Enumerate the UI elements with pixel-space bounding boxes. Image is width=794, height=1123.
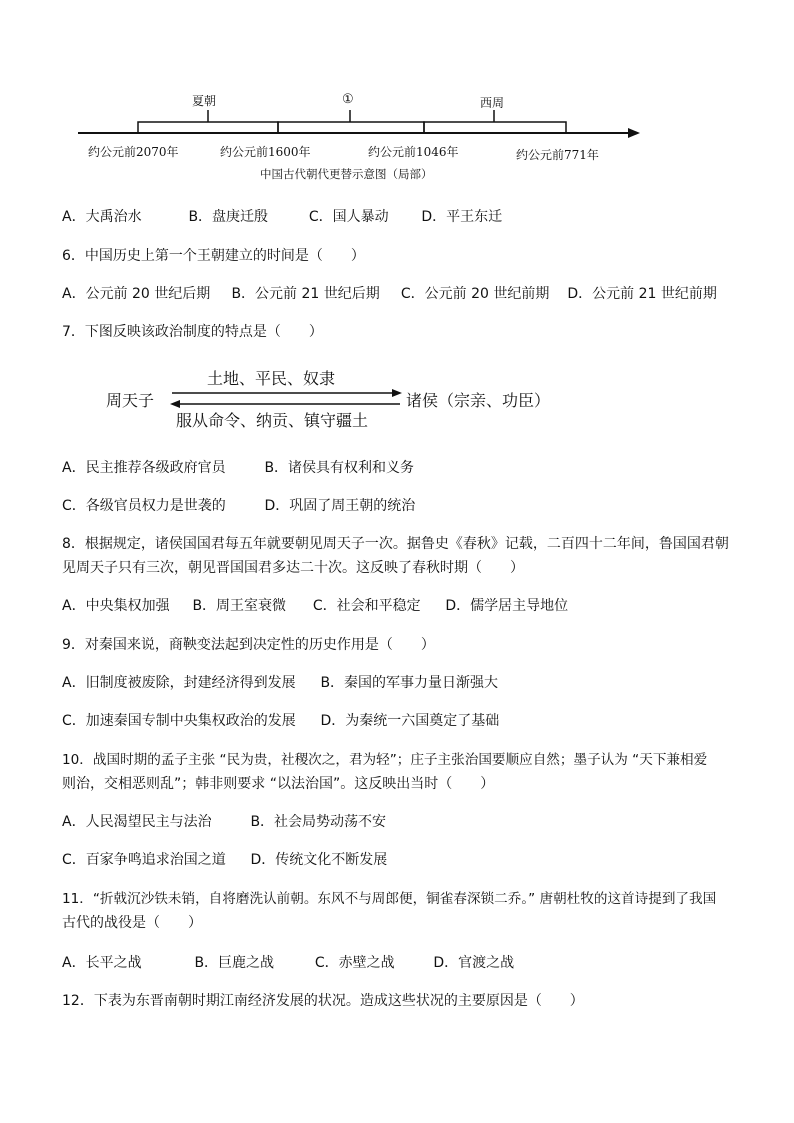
q10-options-row2 xyxy=(62,850,387,870)
timeline-figure xyxy=(70,86,650,186)
q11-option-d[interactable]: D．官渡之战 xyxy=(433,955,515,971)
q6-option-d[interactable]: D．公元前 21 世纪前期 xyxy=(567,286,717,302)
q7-diagram xyxy=(100,362,580,434)
q5-option-a[interactable]: A．大禹治水 xyxy=(62,209,142,225)
q7-option-c[interactable]: C．各级官员权力是世袭的 xyxy=(62,498,226,514)
q9-options-row2 xyxy=(62,711,499,731)
diagram-top-label: 土地、平民、奴隶 xyxy=(207,369,336,388)
diagram-right-label: 诸侯（宗亲、功臣） xyxy=(406,391,551,410)
date-label-1600: 约公元前1600年 xyxy=(220,145,311,159)
q6-option-b[interactable]: B．公元前 21 世纪后期 xyxy=(231,286,380,302)
q9-options-row1 xyxy=(62,673,498,693)
q7-options-row2 xyxy=(62,496,415,516)
bracket-western-zhou xyxy=(424,122,566,133)
q11-stem-line2: 古代的战役是（ ） xyxy=(62,915,202,931)
q9-option-d[interactable]: D．为秦统一六国奠定了基础 xyxy=(320,713,500,729)
era-label-placeholder: ① xyxy=(342,92,354,107)
q9-option-a[interactable]: A．旧制度被废除，封建经济得到发展 xyxy=(62,675,296,691)
q11-option-c[interactable]: C．赤壁之战 xyxy=(314,955,395,971)
q10-option-b[interactable]: B．社会局势动荡不安 xyxy=(250,814,387,830)
q8-option-b[interactable]: B．周王室衰微 xyxy=(192,598,287,614)
diagram-left-label: 周天子 xyxy=(106,391,155,410)
q10-options-row1 xyxy=(62,812,386,832)
q6-options xyxy=(62,284,717,304)
q7-option-a[interactable]: A．民主推荐各级政府官员 xyxy=(62,460,226,476)
diagram-arrows xyxy=(100,362,580,434)
q11-stem-line1: 11．“折戟沉沙铁未销，自将磨洗认前朝。东风不与周郎便，铜雀春深锁二乔。” 唐朝杜牧的这首诗提到了我国 xyxy=(62,891,717,907)
era-label-western-zhou: 西周 xyxy=(480,96,505,110)
q8-option-d[interactable]: D．儒学居主导地位 xyxy=(445,598,569,614)
q10-stem-line1: 10．战国时期的孟子主张 “民为贵，社稷次之，君为轻”；庄子主张治国要顺应自然；墨子认为 “天下兼相爱 xyxy=(62,752,708,768)
q9-option-c[interactable]: C．加速秦国专制中央集权政治的发展 xyxy=(62,713,296,729)
q5-option-b[interactable]: B．盘庚迁殷 xyxy=(188,209,269,225)
era-label-xia: 夏朝 xyxy=(192,94,217,108)
q11-option-a[interactable]: A．长平之战 xyxy=(62,955,142,971)
q7-stem: 7．下图反映该政治制度的特点是（ ） xyxy=(62,324,323,340)
q12-stem: 12．下表为东晋南朝时期江南经济发展的状况。造成这些状况的主要原因是（ ） xyxy=(62,993,584,1009)
q10-stem-line2: 则治，交相恶则乱”；韩非则要求 “以法治国”。这反映出当时（ ） xyxy=(62,776,495,792)
q8-option-a[interactable]: A．中央集权加强 xyxy=(62,598,170,614)
q8-option-c[interactable]: C．社会和平稳定 xyxy=(312,598,421,614)
q9-stem: 9．对秦国来说，商鞅变法起到决定性的历史作用是（ ） xyxy=(62,637,435,653)
q11-options xyxy=(62,953,514,973)
q7-option-d[interactable]: D．巩固了周王朝的统治 xyxy=(264,498,416,514)
q11-option-b[interactable]: B．巨鹿之战 xyxy=(194,955,275,971)
q5-option-c[interactable]: C．国人暴动 xyxy=(308,209,389,225)
q8-stem-line1: 8．根据规定，诸侯国国君每五年就要朝见周天子一次。据鲁史《春秋》记载，二百四十二年间，鲁国国君朝 xyxy=(62,536,729,552)
q10-option-a[interactable]: A．人民渴望民主与法治 xyxy=(62,814,212,830)
q7-option-b[interactable]: B．诸侯具有权利和义务 xyxy=(264,460,415,476)
q9-option-b[interactable]: B．秦国的军事力量日渐强大 xyxy=(320,675,499,691)
date-label-1046: 约公元前1046年 xyxy=(368,145,459,159)
timeline-arrow-head xyxy=(628,128,640,138)
timeline-caption: 中国古代朝代更替示意图（局部） xyxy=(260,167,433,181)
q5-options xyxy=(62,207,502,227)
q5-option-d[interactable]: D．平王东迁 xyxy=(421,209,503,225)
date-label-771: 约公元前771年 xyxy=(516,148,599,162)
q7-options-row1 xyxy=(62,458,414,478)
q8-stem-line2: 见周天子只有三次，朝见晋国国君多达二十次。这反映了春秋时期（ ） xyxy=(62,560,524,576)
date-label-2070: 约公元前2070年 xyxy=(88,145,179,159)
bracket-xia xyxy=(138,122,278,133)
q10-option-d[interactable]: D．传统文化不断发展 xyxy=(250,852,388,868)
timeline-svg xyxy=(70,86,650,146)
diagram-bottom-label: 服从命令、纳贡、镇守疆土 xyxy=(176,411,369,430)
q6-option-c[interactable]: C．公元前 20 世纪前期 xyxy=(400,286,550,302)
q6-option-a[interactable]: A．公元前 20 世纪后期 xyxy=(62,286,211,302)
bracket-shang xyxy=(278,122,424,133)
q6-stem: 6．中国历史上第一个王朝建立的时间是（ ） xyxy=(62,248,365,264)
q10-option-c[interactable]: C．百家争鸣追求治国之道 xyxy=(62,852,226,868)
q8-options xyxy=(62,596,568,616)
